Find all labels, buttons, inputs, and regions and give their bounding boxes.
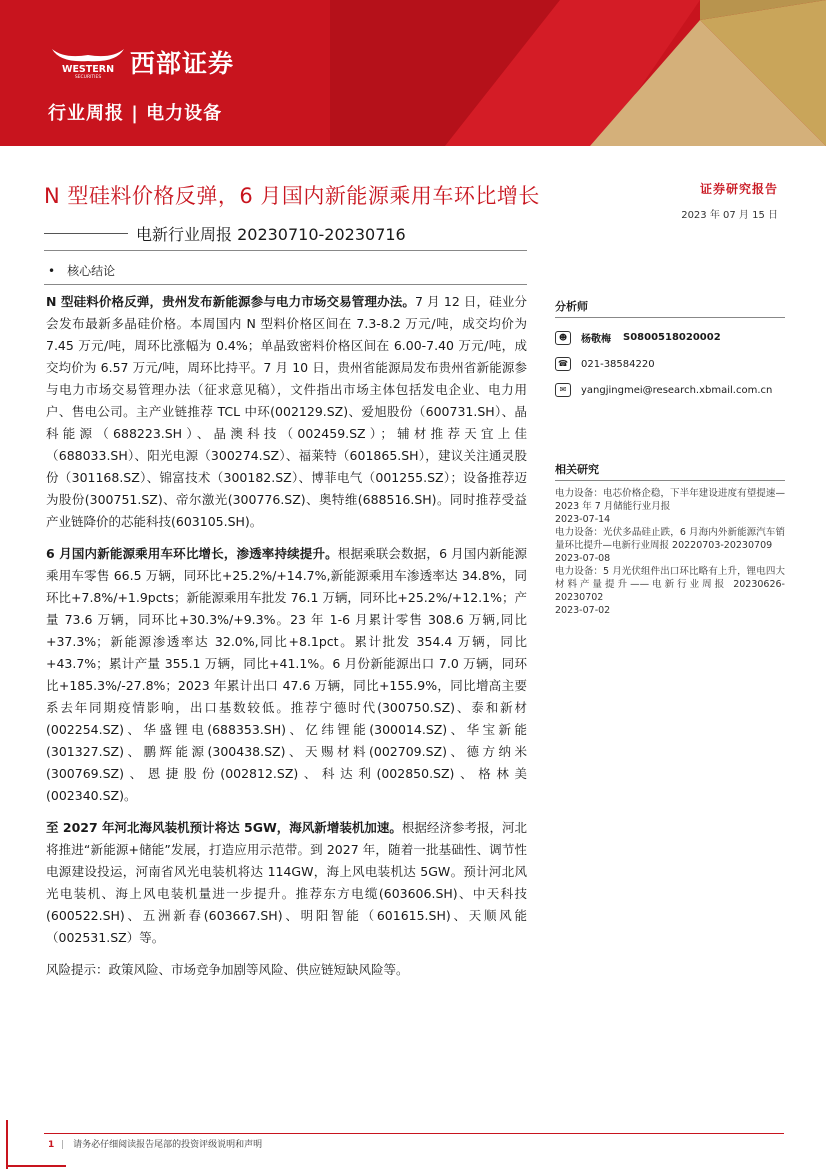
- related-research-panel: [555, 461, 785, 617]
- footer-separator: |: [61, 1140, 65, 1150]
- paragraph-nev: [46, 543, 527, 807]
- logo-en-top: WESTERN: [61, 64, 115, 75]
- related-item-title: 电力设备：光伏多晶硅止跌，6 月海内外新能源汽车销量环比提升—电新行业周报 20220703-20230709: [555, 527, 785, 551]
- main-body: [46, 291, 527, 991]
- paragraph-offshore-wind: [46, 817, 527, 949]
- page-number: 1: [48, 1140, 55, 1150]
- related-item-date: 2023-07-02: [555, 605, 611, 616]
- related-item-title: 电力设备：电芯价格企稳，下半年建设进度有望提速—2023 年 7 月储能行业月报: [555, 488, 785, 512]
- email-icon: ✉: [555, 383, 571, 397]
- page-title: N 型硅料价格反弹，6 月国内新能源乘用车环比增长: [44, 184, 540, 208]
- analyst-name: 杨敬梅: [581, 334, 611, 345]
- core-conclusion-heading: [48, 262, 115, 279]
- related-list: [555, 487, 785, 617]
- company-logo: [50, 44, 234, 80]
- core-divider: [44, 284, 527, 285]
- related-item-date: 2023-07-14: [555, 514, 611, 525]
- phone-icon: ☎: [555, 357, 571, 371]
- analyst-email[interactable]: yangjingmei@research.xbmail.com.cn: [581, 384, 773, 396]
- analyst-panel: [555, 298, 785, 397]
- related-item[interactable]: [555, 487, 785, 526]
- paragraph-risk: [46, 959, 527, 981]
- title-divider: [44, 250, 527, 251]
- analyst-phone-row: [555, 357, 785, 371]
- paragraph-lead: N 型硅料价格反弹，贵州发布新能源参与电力市场交易管理办法。: [46, 294, 416, 309]
- related-item-title: 电力设备：5 月光伏组件出口环比略有上升，锂电四大材料产量提升——电新行业周报 20230626-20230702: [555, 566, 785, 603]
- related-item[interactable]: [555, 565, 785, 617]
- paragraph-silicon: [46, 291, 527, 533]
- header-banner: [0, 0, 826, 146]
- report-type-label: 证券研究报告: [699, 182, 778, 196]
- subtitle-dash: [44, 233, 128, 234]
- related-item-date: 2023-07-08: [555, 553, 611, 564]
- risk-warning: 风险提示：政策风险、市场竞争加剧等风险、供应链短缺风险等。: [46, 962, 409, 977]
- page-subtitle: 电新行业周报 20230710-20230716: [136, 225, 406, 244]
- paragraph-body: 根据经济参考报，河北将推进“新能源+储能”发展，打造应用示范带。到 2027 年，随着一批基础性、调节性电源建设投运，河南省风光电装机将达 114GW，海上风电装机达 5GW。预计河北风光电装机、海上风电装机量进一步提升。推荐东方电缆(603606.SH)、中天科技(600522.SH)、五洲新春(603667.SH)、明阳智能（601615.SH)、天顺风能（002531.SZ）等。: [46, 820, 527, 945]
- subtitle-row: [44, 222, 406, 245]
- analyst-email-row: [555, 383, 785, 397]
- paragraph-lead: 至 2027 年河北海风装机预计将达 5GW，海风新增装机加速。: [46, 820, 402, 835]
- related-item[interactable]: [555, 526, 785, 565]
- footer-divider: [44, 1133, 784, 1134]
- western-securities-mark: [50, 45, 126, 79]
- paragraph-lead: 6 月国内新能源乘用车环比增长，渗透率持续提升。: [46, 546, 338, 561]
- logo-en-bottom: SECURITIES: [74, 75, 102, 79]
- report-date: 2023 年 07 月 15 日: [681, 210, 778, 221]
- footer-disclaimer: 请务必仔细阅读报告尾部的投资评级说明和声明: [73, 1140, 263, 1150]
- analyst-name-row: [555, 330, 785, 345]
- core-label-text: 核心结论: [67, 264, 116, 278]
- analyst-cert-id: S0800518020002: [623, 332, 721, 343]
- page-footer: [48, 1137, 262, 1150]
- bullet-icon: •: [48, 264, 56, 278]
- paragraph-body: 7 月 12 日，硅业分会发布最新多晶硅价格。本周国内 N 型料价格区间在 7.3-8.2 万元/吨，成交均价为 7.45 万元/吨，周环比涨幅为 0.4%；单晶致密料价格区间在 6.00-7.40 万元/吨，成交均价为 6.57 万元/吨，周环比持平。7 月 10 日，贵州省能源局发布贵州省新能源参与电力市场交易管理办法（征求意见稿），文件指出市场主体包括发电企业、电力用户、售电公司。主产业链推荐 TCL 中环(002129.SZ)、爱旭股份（600731.SH）、晶科能源（688223.SH）、晶澳科技（002459.SZ）；辅材推荐天宜上佳（688033.SH）、阳光电源（300274.SZ）、福莱特（601865.SH），建议关注通灵股份（301168.SZ）、锦富技术（300182.SZ）、博菲电气（001255.SZ）；设备推荐迈为股份(300751.SZ)、帝尔激光(300776.SZ)、奥特维(688516.SH)。同时推荐受益产业链降价的芯能科技(603105.SH)。: [46, 294, 527, 529]
- paragraph-body: 根据乘联会数据，6 月国内新能源乘用车零售 66.5 万辆，同环比+25.2%/+14.7%,新能源乘用车渗透率达 34.8%，同环比+7.8%/+1.9pcts；新能源乘用车批发 76.1 万辆，同环比+25.2%/+12.1%；产量 73.6 万辆，同环比+30.3%/+9.3%。23 年 1-6 月累计零售 308.6 万辆,同比+37.3%；新能源渗透率达 32.0%,同比+8.1pct。累计批发 354.4 万辆，同比+43.7%；累计产量 355.1 万辆，同比+41.1%。6 月份新能源出口 7.0 万辆，同环比+185.3%/-27.8%；2023 年累计出口 47.6 万辆，同比+155.9%，同比增高主要系去年同期疫情影响，出口基数较低。推荐宁德时代(300750.SZ)、泰和新材(002254.SZ)、华盛锂电(688353.SH)、亿纬锂能(300014.SZ)、华宝新能(301327.SZ)、鹏辉能源(300438.SZ)、天赐材料(002709.SZ)、德方纳米(300769.SZ)、恩捷股份(002812.SZ)、科达利(002850.SZ)、格林美(002340.SZ)。: [46, 546, 527, 803]
- related-heading: 相关研究: [555, 461, 785, 481]
- corner-mark-vertical: [6, 1120, 8, 1169]
- analyst-heading: 分析师: [555, 298, 785, 318]
- report-category: 行业周报 | 电力设备: [48, 103, 223, 124]
- person-icon: ☻: [555, 331, 571, 345]
- logo-cn-text: 西部证券: [130, 49, 235, 78]
- analyst-phone: 021-38584220: [581, 358, 655, 370]
- corner-mark-horizontal: [6, 1165, 66, 1167]
